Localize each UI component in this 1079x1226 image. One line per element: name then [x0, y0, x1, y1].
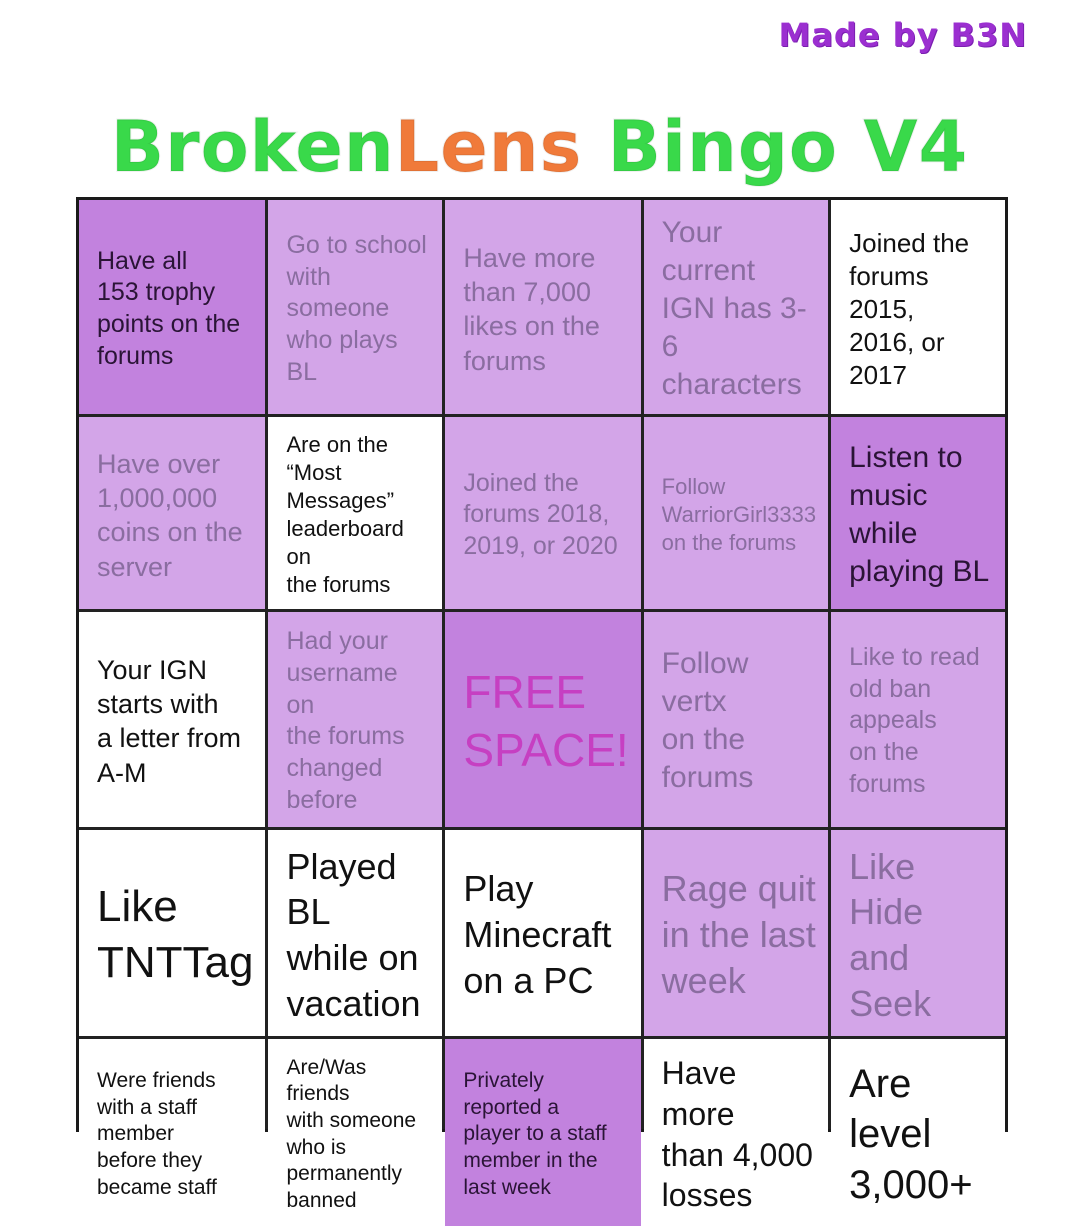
bingo-cell-text: Listen to music while playing BL [849, 441, 990, 589]
bingo-cell[interactable] [268, 612, 442, 827]
bingo-cell[interactable] [79, 830, 265, 1037]
bingo-cell-text: Have all 153 trophy points on the forums [97, 246, 241, 370]
bingo-cell[interactable] [268, 200, 442, 414]
bingo-cell[interactable] [445, 200, 640, 414]
bingo-board [76, 197, 1008, 1214]
bingo-cell-text: Go to school with someone who plays BL [286, 230, 427, 386]
bingo-cell-text: Privately reported a player to a staff member in the last week [463, 1069, 607, 1199]
page-title [0, 106, 1079, 188]
title-part-broken: Broken [110, 106, 395, 188]
bingo-cell-text: Like to read old ban appeals on the forums [849, 642, 980, 798]
bingo-cell[interactable] [445, 830, 640, 1037]
bingo-cell-text: Are level 3,000+ [849, 1061, 973, 1208]
bingo-cell[interactable] [268, 1039, 442, 1226]
bingo-cell-text: Are on the “Most Messages” leaderboard on the forums [286, 432, 404, 598]
bingo-cell[interactable] [79, 417, 265, 609]
bingo-cell[interactable] [831, 1039, 1005, 1226]
bingo-cell[interactable] [644, 1039, 828, 1226]
bingo-cell[interactable] [831, 417, 1005, 609]
bingo-cell[interactable] [831, 200, 1005, 414]
bingo-cell[interactable] [268, 830, 442, 1037]
bingo-cell-text: Have over 1,000,000 coins on the server [97, 448, 243, 582]
bingo-cell[interactable] [445, 1039, 640, 1226]
bingo-cell-text: Joined the forums 2018, 2019, or 2020 [463, 468, 618, 561]
bingo-cell[interactable] [79, 1039, 265, 1226]
bingo-cell-text: FREE SPACE! [463, 665, 629, 777]
bingo-cell-text: Your IGN starts with a letter from A-M [97, 654, 242, 788]
bingo-cell[interactable] [644, 830, 828, 1037]
bingo-cell-text: Your current IGN has 3-6 characters [661, 216, 807, 402]
bingo-cell-text: Had your username on the forums changed before [286, 627, 405, 814]
bingo-cell-text: Like Hide and Seek [849, 845, 932, 1024]
bingo-cell[interactable] [268, 417, 442, 609]
bingo-cell[interactable] [644, 417, 828, 609]
bingo-cell-text: Have more than 7,000 likes on the forums [463, 242, 600, 376]
bingo-cell-text: Play Minecraft on a PC [463, 868, 612, 1001]
bingo-cell[interactable] [644, 200, 828, 414]
bingo-cell-text: Are/Was friends with someone who is permanently banned [286, 1055, 417, 1213]
bingo-cell[interactable] [445, 417, 640, 609]
bingo-cell[interactable] [831, 830, 1005, 1037]
made-by-credit: Made by B3N [778, 16, 1027, 54]
bingo-cell-text: Like TNTTag [97, 882, 254, 988]
bingo-cell-free-space[interactable] [445, 612, 640, 827]
title-part-bingo: Bingo V4 [582, 106, 969, 188]
title-part-lens: Lens [394, 106, 583, 188]
bingo-cell-text: Rage quit in the last week [661, 868, 816, 1001]
bingo-cell-text: Have more than 4,000 losses [661, 1055, 813, 1214]
bingo-cell-text: Follow vertx on the forums [661, 647, 754, 795]
bingo-cell-text: Follow WarriorGirl3333 on the forums [661, 474, 817, 556]
bingo-cell[interactable] [644, 612, 828, 827]
bingo-cell[interactable] [831, 612, 1005, 827]
bingo-cell[interactable] [79, 200, 265, 414]
bingo-cell-text: Were friends with a staff member before they became staff [97, 1069, 217, 1199]
bingo-cell-text: Joined the forums 2015, 2016, or 2017 [849, 227, 970, 390]
bingo-cell-text: Played BL while on vacation [286, 845, 421, 1024]
bingo-cell[interactable] [79, 612, 265, 827]
